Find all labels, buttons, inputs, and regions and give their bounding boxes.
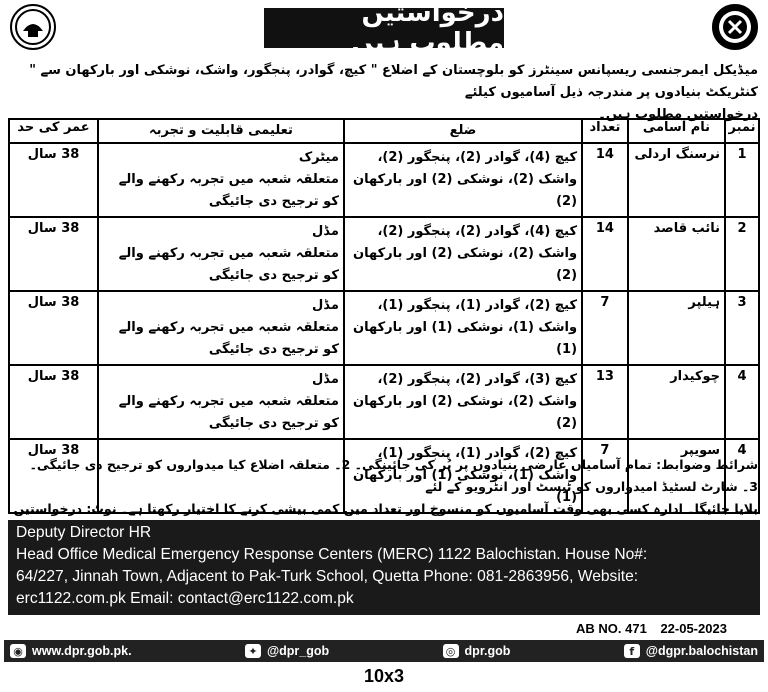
intro-line-2: درخواستیں مطلوب ہیں۔ (598, 107, 758, 122)
twitter-icon: ✦ (245, 644, 261, 658)
cell-qualification (98, 291, 344, 365)
cell-name: سویپر (628, 439, 725, 513)
qualification-level: مڈل (312, 372, 339, 387)
contact-address-2: 64/227, Jinnah Town, Adjacent to Pak-Turk School, Quetta Phone: 081-2863956, Website: (16, 568, 639, 585)
cell-no: 4 (725, 365, 759, 439)
social-footer (4, 640, 764, 662)
footer-facebook[interactable] (624, 644, 758, 658)
header-qualification: تعلیمی قابلیت و تجربہ (98, 119, 344, 143)
cell-qualification (98, 143, 344, 217)
ab-number: AB NO. 471 (576, 621, 647, 636)
ad-date: 22-05-2023 (660, 621, 727, 636)
cell-name: چوکیدار (628, 365, 725, 439)
table-row (9, 143, 759, 217)
cell-count: 13 (582, 365, 628, 439)
ad-size-code: 10x3 (363, 666, 405, 686)
cell-age: 38 سال (9, 217, 98, 291)
cell-count: 14 (582, 143, 628, 217)
facebook-handle: @dgpr.balochistan (645, 644, 758, 658)
ad-reference (576, 621, 737, 636)
cell-qualification (98, 365, 344, 439)
govt-emblem-logo (10, 4, 56, 50)
cell-no: 3 (725, 291, 759, 365)
page-title: درخواستیں مطلوب ہیں (264, 8, 504, 48)
cell-age: 38 سال (9, 291, 98, 365)
qualification-level: میٹرک (298, 150, 339, 165)
emblem-icon (13, 7, 53, 47)
cell-name: ہیلپر (628, 291, 725, 365)
intro-text (10, 60, 758, 126)
globe-icon: ◉ (10, 644, 26, 658)
contact-designation: Deputy Director HR (16, 524, 152, 541)
terms-line-1: شرائط وضوابط: تمام آسامیاں عارضی بنیادوں پر پُر کی جائینگی۔ 2۔ متعلقہ اضلاع کیا میدواروں کو ترجیح دی جائیگی۔ 3۔ شارٹ لسٹیڈ امیدواروں کو ٹیسٹ اور انٹرویو کے لئے (29, 457, 758, 494)
qualification-level: مڈل (312, 298, 339, 313)
cell-no: 1 (725, 143, 759, 217)
cell-name: نائب قاصد (628, 217, 725, 291)
experience-note: متعلقہ شعبہ میں تجربہ رکھنے والے کو ترجیح دی جائیگی (118, 320, 339, 357)
cell-district: کیچ (4)، گوادر (2)، پنجگور (2)، واشک (2)، نوشکی (2) اور بارکھان (2) (344, 217, 582, 291)
contact-address-1: Head Office Medical Emergency Response Centers (MERC) 1122 Balochistan. House No#: (16, 546, 648, 563)
footer-website[interactable] (10, 644, 132, 658)
website-text: www.dpr.gob.pk. (32, 644, 132, 658)
experience-note: متعلقہ شعبہ میں تجربہ رکھنے والے کو ترجیح دی جائیگی (118, 394, 339, 431)
footer-instagram[interactable] (443, 644, 511, 658)
terms-line-2: بلایا جائیگا۔ ادارہ کسی بھی وقت آسامیوں کو منسوخ اور تعداد میں کمی بیشی کرنے کا اختیار رکھتا ہے۔ نوٹ: درخواستیں (13, 501, 758, 516)
cell-age: 38 سال (9, 365, 98, 439)
merc-1122-logo (712, 4, 758, 50)
cell-count: 7 (582, 291, 628, 365)
rescue-emblem-icon (715, 7, 755, 47)
header (0, 0, 768, 58)
cell-qualification (98, 217, 344, 291)
cell-district: کیچ (4)، گوادر (2)، پنجگور (2)، واشک (2)، نوشکی (2) اور بارکھان (2) (344, 143, 582, 217)
experience-note: متعلقہ شعبہ میں تجربہ رکھنے والے کو ترجیح دی جائیگی (118, 246, 339, 283)
footer-twitter[interactable] (245, 644, 329, 658)
cell-no: 4 (725, 439, 759, 513)
instagram-handle: dpr.gob (464, 644, 511, 658)
table-header-row (9, 119, 759, 143)
cell-no: 2 (725, 217, 759, 291)
facebook-icon: f (624, 644, 640, 658)
cell-district: کیچ (2)، گوادر (1)، پنجگور (1)، واشک (1)، نوشکی (1) اور بارکھان (1) (344, 439, 582, 513)
header-name: نام آسامی (628, 119, 725, 143)
cell-age: 38 سال (9, 143, 98, 217)
table-row (9, 217, 759, 291)
contact-box (8, 520, 760, 615)
twitter-handle: @dpr_gob (266, 644, 330, 658)
contact-web-email: erc1122.com.pk Email: contact@erc1122.com.pk (16, 590, 354, 607)
experience-note: متعلقہ شعبہ میں تجربہ رکھنے والے کو ترجیح دی جائیگی (118, 172, 339, 209)
table-row (9, 291, 759, 365)
cell-age: 38 سال (9, 439, 98, 513)
cell-count: 14 (582, 217, 628, 291)
header-count: تعداد (582, 119, 628, 143)
header-district: ضلع (344, 119, 582, 143)
cell-district: کیچ (3)، گوادر (2)، پنجگور (2)، واشک (2)، نوشکی (2) اور بارکھان (2) (344, 365, 582, 439)
instagram-icon: ◎ (443, 644, 459, 658)
qualification-level: مڈل (312, 224, 339, 239)
cell-name: نرسنگ اردلی (628, 143, 725, 217)
cell-count: 7 (582, 439, 628, 513)
intro-line-1: میڈیکل ایمرجنسی ریسپانس سینٹرز کو بلوچستان کے اضلاع " کیچ، گوادر، پنجگور، واشک، نوشکی اور بارکھان سے " کنٹریکٹ بنیادوں پر مندرجہ ذیل آسامیوں کیلئے (29, 63, 758, 100)
header-age: عمر کی حد (9, 119, 98, 143)
cell-district: کیچ (2)، گوادر (1)، پنجگور (1)، واشک (1)، نوشکی (1) اور بارکھان (1) (344, 291, 582, 365)
header-no: نمبر (725, 119, 759, 143)
table-row (9, 365, 759, 439)
